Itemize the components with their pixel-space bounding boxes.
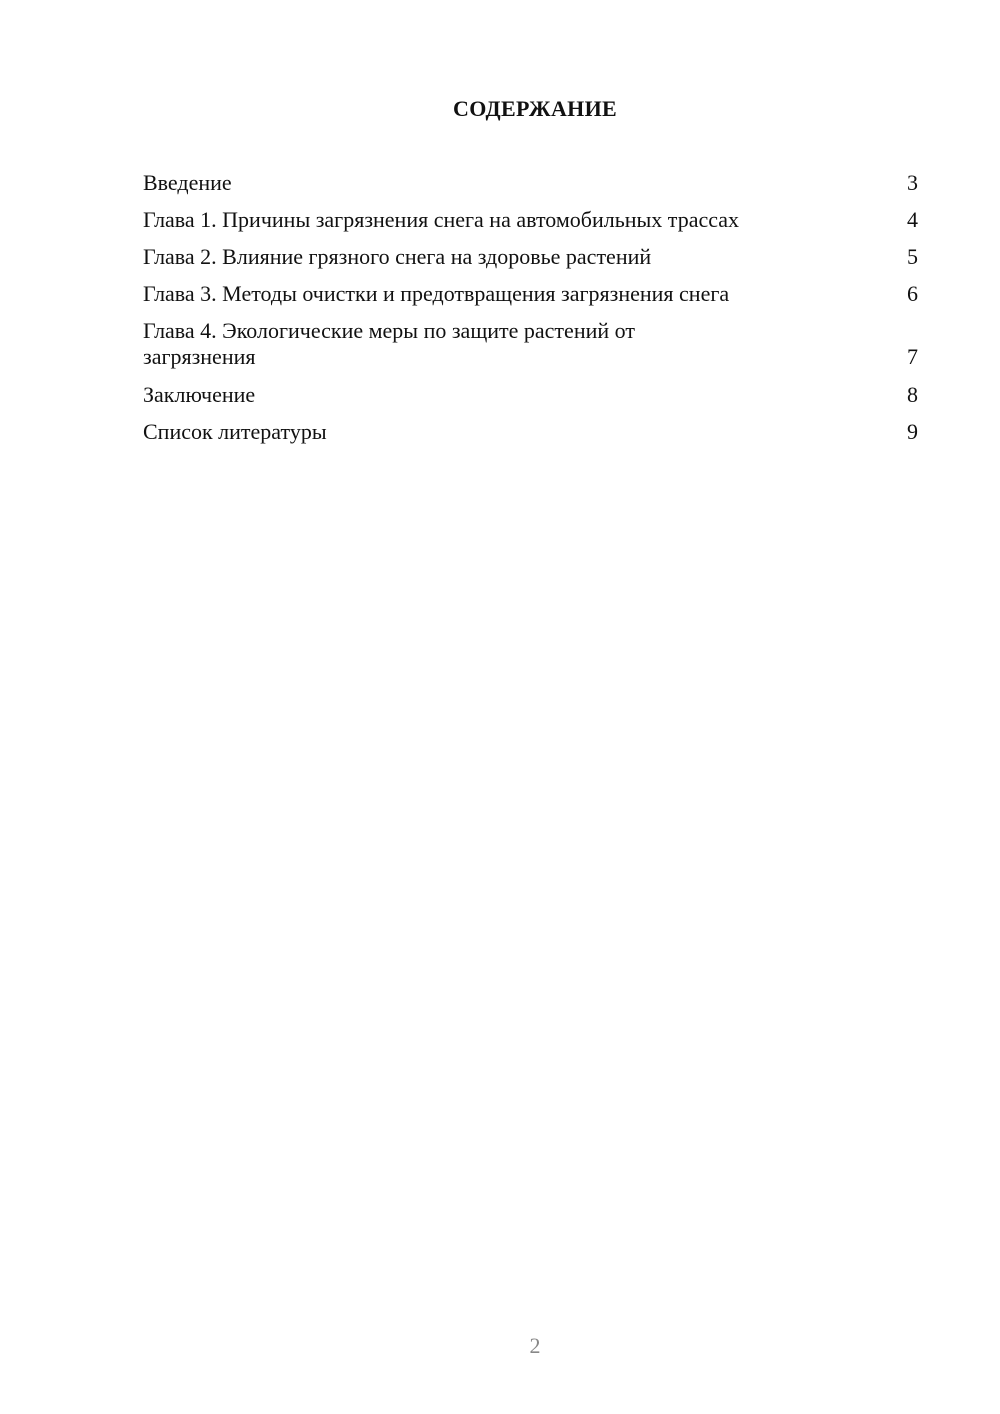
page-title: СОДЕРЖАНИЕ [453, 96, 617, 121]
toc-entry-page: 5 [907, 244, 918, 269]
toc-entry-label: Список литературы [143, 419, 327, 444]
toc-entry-label: Глава 4. Экологические меры по защите растений от загрязнения [143, 318, 635, 369]
page-number: 2 [529, 1333, 541, 1358]
toc-entry-label: Глава 3. Методы очистки и предотвращения загрязнения снега [143, 281, 730, 306]
toc-entry-page: 9 [907, 419, 918, 444]
toc-entry-page: 8 [907, 382, 918, 407]
toc-entry-chapter-3 [143, 281, 920, 307]
toc-entry-conclusion [143, 382, 920, 408]
toc-entry-page: 3 [907, 170, 918, 195]
toc-entry-label: Глава 1. Причины загрязнения снега на автомобильных трассах [143, 207, 740, 232]
toc-entry-page: 4 [907, 207, 918, 232]
table-of-contents [143, 170, 920, 456]
toc-entry-label: Глава 2. Влияние грязного снега на здоровье растений [143, 244, 652, 269]
toc-entry-label: Введение [143, 170, 232, 195]
toc-entry-references [143, 419, 920, 445]
toc-entry-chapter-1 [143, 207, 920, 233]
toc-entry-chapter-2 [143, 244, 920, 270]
toc-entry-page: 7 [907, 344, 918, 369]
toc-entry-page: 6 [907, 281, 918, 306]
toc-entry-chapter-4 [143, 318, 920, 370]
toc-entry-introduction [143, 170, 920, 196]
toc-entry-label: Заключение [143, 382, 256, 407]
